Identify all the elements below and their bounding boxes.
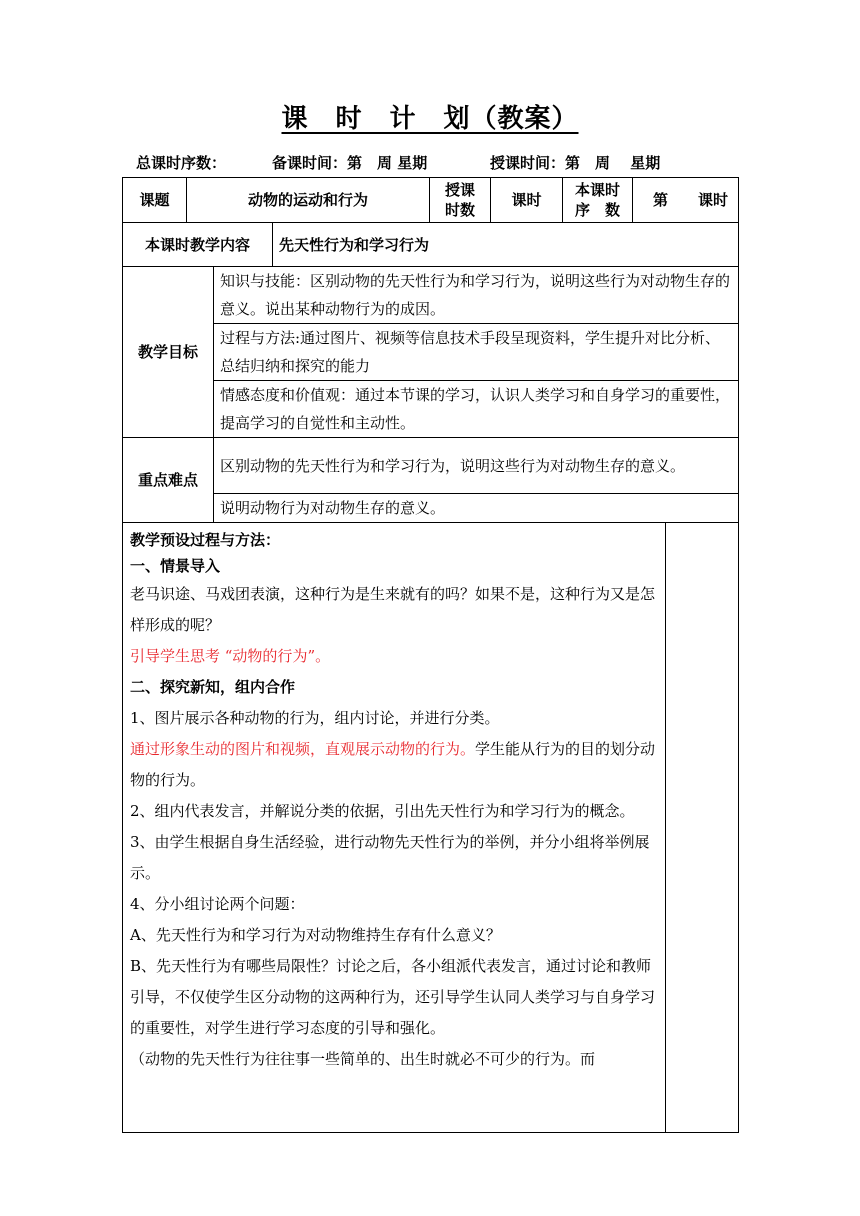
process-heading: 教学预设过程与方法： [130,531,281,549]
hours-label: 授课 时数 [430,178,491,223]
step-4: 4、分小组讨论两个问题： [130,895,305,913]
step-1-note-rest: 学生能从行为的目的划分动物的行为。 [130,740,656,789]
note-innate: （动物的先天性行为往往事一些简单的、出生时就必不可少的行为。而 [130,1050,596,1068]
keypoints-label: 重点难点 [123,438,214,523]
topic-label: 课题 [123,178,187,223]
section-1-text: 老马识途、马戏团表演，这种行为是生来就有的吗？如果不是，这种行为又是怎样形成的呢？ [130,585,656,634]
step-3: 3、由学生根据自身生活经验，进行动物先天性行为的举例，并分小组将举例展示。 [130,833,650,882]
topic-row [123,178,739,223]
prep-time-label: 备课时间：第 周 星期 [272,154,428,172]
step-2: 2、组内代表发言，并解说分类的依据，引出先天性行为和学习行为的概念。 [130,802,635,820]
objective-row-3 [123,381,739,438]
question-a: A、先天性行为和学习行为对动物维持生存有什么意义？ [130,926,501,944]
keypoint-1: 区别动物的先天性行为和学习行为，说明这些行为对动物生存的意义。 [214,438,739,494]
period-value: 第 课时 [633,178,739,223]
section-1-title: 一、情景导入 [130,557,221,575]
content-value: 先天性行为和学习行为 [273,223,739,267]
process-side-column [666,523,739,1133]
objectives-label: 教学目标 [123,267,214,438]
objective-row-2 [123,324,739,381]
this-period-label: 本课时 序 数 [563,178,633,223]
step-1-note-red: 通过形象生动的图片和视频，直观展示动物的行为。 [130,740,476,758]
keypoint-row-2 [123,494,739,523]
section-2-title: 二、探究新知，组内合作 [130,678,296,696]
objective-row-1 [123,267,739,324]
question-b: B、先天性行为有哪些局限性？讨论之后，各小组派代表发言，通过讨论和教师引导，不仅使学生区分动物的这两种行为，还引导学生认同人类学习与自身学习的重要性，对学生进行学习态度的引导和强化。 [130,957,656,1037]
process-cell [123,523,666,1133]
page-title-text: 课 时 计 划（教案） [281,104,579,134]
keypoint-row-1 [123,438,739,494]
topic-value: 动物的运动和行为 [187,178,430,223]
total-hours-label: 总课时序数： [136,154,227,172]
objective-process: 过程与方法:通过图片、视频等信息技术手段呈现资料，学生提升对比分析、总结归纳和探究的能力 [214,324,739,381]
section-1-guide: 引导学生思考 “动物的行为”。 [130,647,331,665]
keypoint-2: 说明动物行为对动物生存的意义。 [214,494,739,523]
objective-attitude: 情感态度和价值观：通过本节课的学习，认识人类学习和自身学习的重要性，提高学习的自觉性和主动性。 [214,381,739,438]
step-1-note [130,734,659,796]
page-title [0,98,860,135]
step-1: 1、图片展示各种动物的行为，组内讨论，并进行分类。 [130,709,500,727]
process-row [123,523,739,1133]
period-label: 课时 [491,178,563,223]
header-info [136,152,736,174]
lesson-plan-table [122,177,739,1133]
objective-knowledge: 知识与技能：区别动物的先天性行为和学习行为，说明这些行为对动物生存的意义。说出某种动物行为的成因。 [214,267,739,324]
content-label: 本课时教学内容 [123,223,273,267]
teach-time-label: 授课时间：第 周 星期 [490,154,661,172]
content-row [123,223,739,267]
